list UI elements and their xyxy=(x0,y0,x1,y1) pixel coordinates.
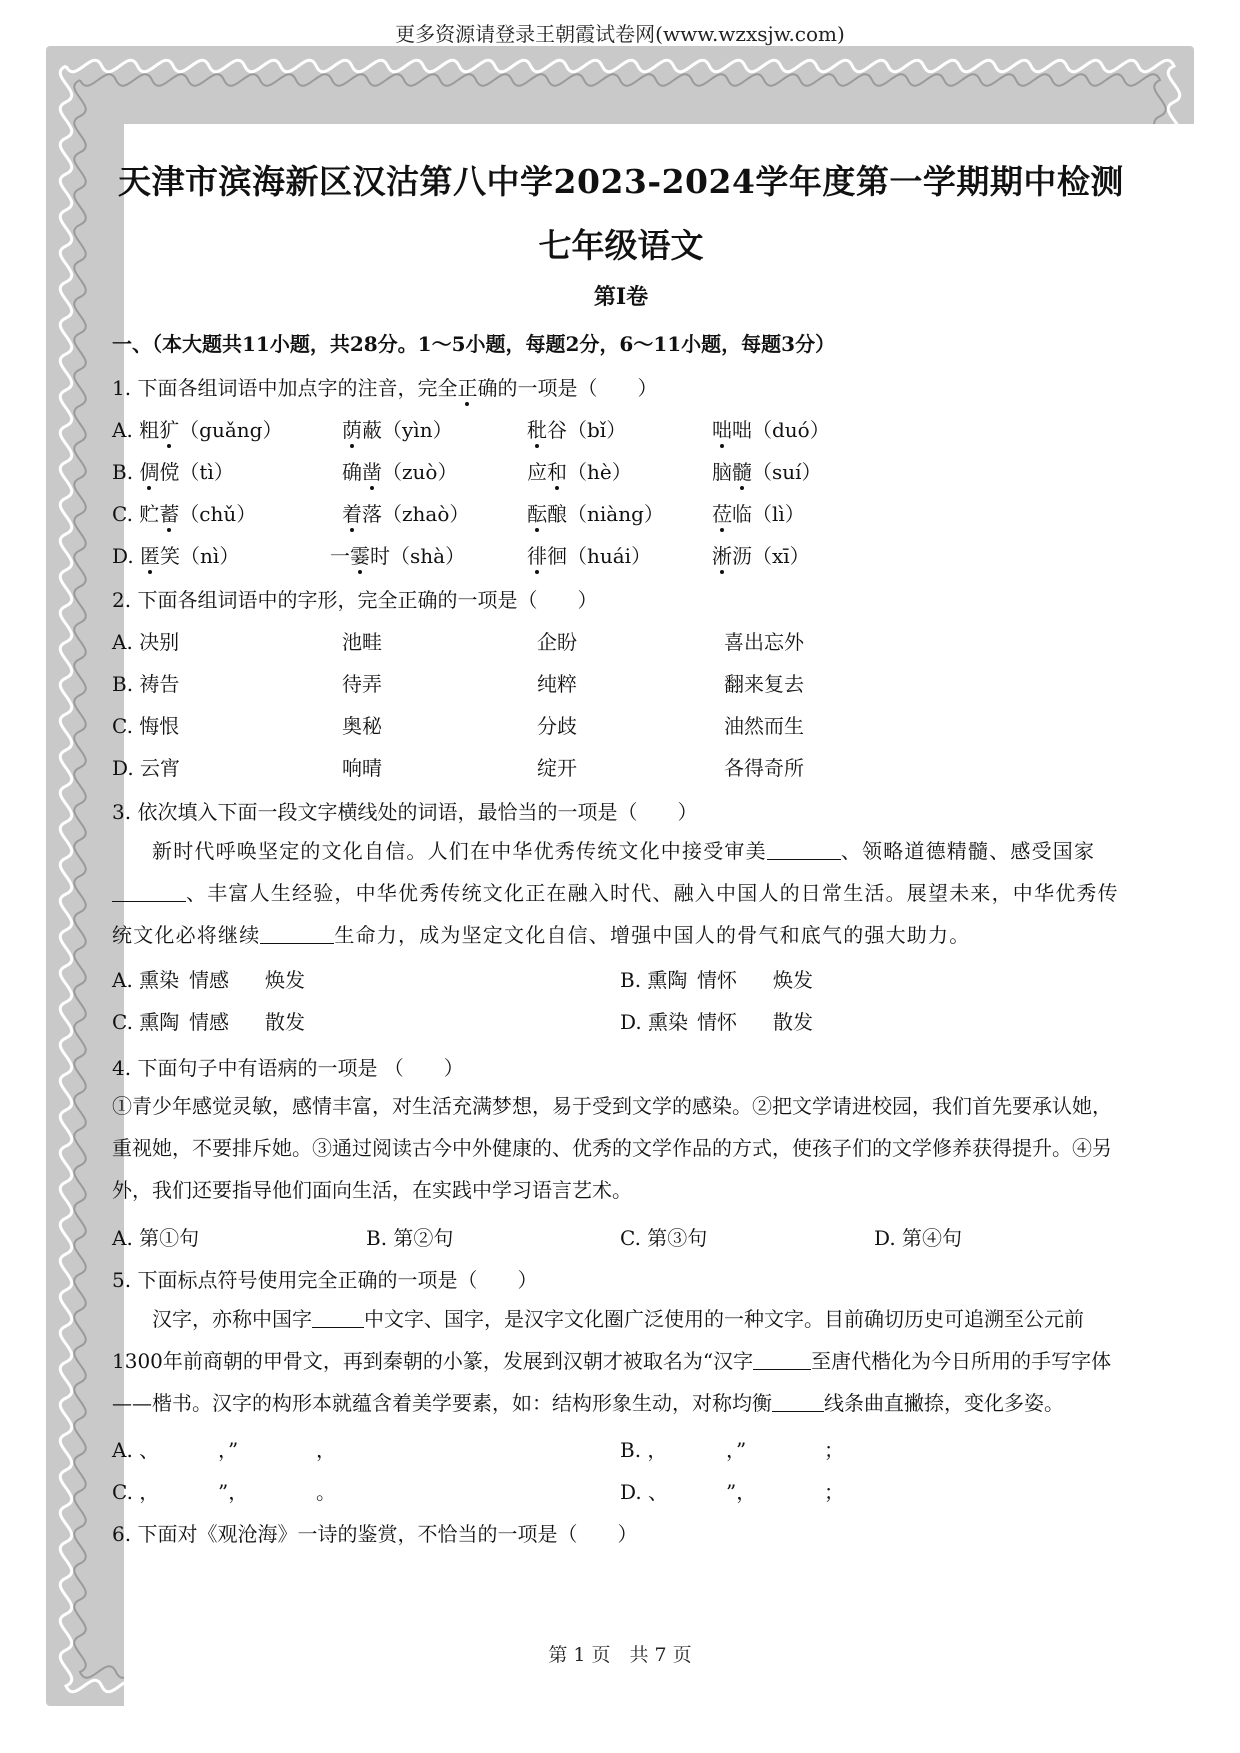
word-option: 喜出忘外 xyxy=(724,630,804,654)
question-3-passage: 新时代呼唤坚定的文化自信。人们在中华优秀传统文化中接受审美 、领略道德精髓、感受国家、丰富人生经验，中华优秀传统文化正在融入时代、融入中国人的日常生活。展望未来，中华优秀传统文化必将继续 生命力，成为坚定文化自信、增强中国人的骨气和底气的强大助力。 xyxy=(112,839,1119,947)
fill-blank xyxy=(312,1307,364,1328)
answer-option: A. 第①句 xyxy=(112,1226,200,1250)
dotted-char: 酝 xyxy=(527,502,547,526)
dotted-char: 犷 xyxy=(159,418,180,442)
answer-option: ； xyxy=(824,1438,844,1462)
answer-option: ”， xyxy=(218,1480,249,1504)
dotted-char: 淅 xyxy=(712,544,732,568)
answer-option: 情怀 xyxy=(697,968,737,992)
answer-option: C. 熏陶 xyxy=(112,1010,180,1034)
answer-option: 。 xyxy=(316,1480,336,1504)
answer-option: A. 熏染 xyxy=(112,968,180,992)
dotted-char: 和 xyxy=(547,460,567,484)
dotted-char: 着 xyxy=(342,502,362,526)
word-option: 分歧 xyxy=(537,714,577,738)
word-option: 各得奇所 xyxy=(724,756,804,780)
fill-blank xyxy=(112,881,186,902)
volume-label: 第I卷 xyxy=(593,284,649,310)
fill-blank xyxy=(767,839,841,860)
answer-option: B. 第②句 xyxy=(366,1226,454,1250)
word-option: 待弄 xyxy=(342,672,382,696)
question-4-stem: 4. 下面句子中有语病的一项是 （ ） xyxy=(112,1056,464,1080)
answer-option: D. 熏染 xyxy=(620,1010,689,1034)
pinyin-option: C. 贮蓄（chǔ） xyxy=(112,502,257,526)
pinyin-option: 着落（zhaò） xyxy=(342,502,470,526)
answer-option: ，” xyxy=(726,1438,747,1462)
word-option: B. 祷告 xyxy=(112,672,180,696)
dotted-char: 荫 xyxy=(342,418,362,442)
dotted-char: 倜 xyxy=(139,460,160,484)
dotted-char: 秕 xyxy=(527,418,547,442)
dotted-char: 髓 xyxy=(732,460,752,484)
question-2-stem: 2. 下面各组词语中的字形，完全正确的一项是（ ） xyxy=(112,588,598,612)
word-option: D. 云宵 xyxy=(112,756,181,780)
answer-option: D. 第④句 xyxy=(874,1226,963,1250)
word-option: 响晴 xyxy=(342,756,382,780)
page-number: 第 1 页 共 7 页 xyxy=(548,1644,692,1666)
word-option: 企盼 xyxy=(537,630,577,654)
dotted-char: 徘 xyxy=(527,544,547,568)
word-option: 翻来复去 xyxy=(724,672,804,696)
pinyin-option: 淅沥（xī） xyxy=(712,544,810,568)
exam-subject: 七年级语文 xyxy=(538,226,704,265)
word-option: 绽开 xyxy=(537,756,577,780)
pinyin-option: 荫蔽（yìn） xyxy=(342,418,453,442)
question-6-stem: 6. 下面对《观沧海》一诗的鉴赏，不恰当的一项是（ ） xyxy=(112,1522,638,1546)
answer-option: 散发 xyxy=(265,1010,305,1034)
exam-title: 天津市滨海新区汉沽第八中学2023-2024学年度第一学期期中检测 xyxy=(118,162,1124,201)
pinyin-option: 秕谷（bǐ） xyxy=(527,418,627,442)
answer-option: 焕发 xyxy=(773,968,813,992)
pinyin-option: 酝酿（niàng） xyxy=(527,502,664,526)
pinyin-option: 莅临（lì） xyxy=(712,502,805,526)
answer-option: B. 熏陶 xyxy=(620,968,688,992)
dotted-char: 匿 xyxy=(140,544,161,568)
answer-option: B. ， xyxy=(620,1438,668,1462)
pinyin-option: A. 粗犷（guǎng） xyxy=(112,418,283,442)
pinyin-option: 徘徊（huái） xyxy=(527,544,652,568)
pinyin-option: 脑髓（suí） xyxy=(712,460,822,484)
word-option: 油然而生 xyxy=(724,714,804,738)
fill-blank xyxy=(260,923,334,944)
question-1-stem: 1. 下面各组词语中加点字的注音，完全正确的一项是（ ） xyxy=(112,376,658,400)
answer-option: ， xyxy=(316,1438,336,1462)
dotted-char: 凿 xyxy=(362,460,382,484)
answer-option: C. 第③句 xyxy=(620,1226,708,1250)
section-heading: 一、（本大题共11小题，共28分。1～5小题，每题2分，6～11小题，每题3分） xyxy=(112,332,836,356)
dotted-char: 正 xyxy=(457,376,478,400)
answer-option: ； xyxy=(824,1480,844,1504)
answer-option: ”， xyxy=(726,1480,757,1504)
answer-option: C. ， xyxy=(112,1480,160,1504)
question-3-stem: 3. 依次填入下面一段文字横线处的词语，最恰当的一项是（ ） xyxy=(112,800,698,824)
fill-blank xyxy=(753,1349,811,1370)
dotted-char: 霎 xyxy=(350,544,370,568)
answer-option: 散发 xyxy=(773,1010,813,1034)
pinyin-option: 确凿（zuò） xyxy=(342,460,458,484)
word-option: 纯粹 xyxy=(537,672,577,696)
question-4-text: ①青少年感觉灵敏，感情丰富，对生活充满梦想，易于受到文学的感染。②把文学请进校园，我们首先要承认她，重视她，不要排斥她。③通过阅读古今中外健康的、优秀的文学作品的方式，使孩子们的文学修养获得提升。④另外，我们还要指导他们面向生活，在实践中学习语言艺术。 xyxy=(112,1094,1112,1202)
pinyin-option: 一霎时（shà） xyxy=(330,544,466,568)
answer-option: D. 、 xyxy=(620,1480,669,1504)
source-banner: 更多资源请登录王朝霞试卷网(www.wzxsjw.com) xyxy=(395,22,845,46)
answer-option: 情感 xyxy=(189,968,229,992)
pinyin-option: 应和（hè） xyxy=(527,460,632,484)
dotted-char: 莅 xyxy=(712,502,732,526)
answer-option: 情感 xyxy=(189,1010,229,1034)
answer-option: A. 、 xyxy=(112,1438,160,1462)
pinyin-option: 咄咄（duó） xyxy=(712,418,830,442)
pinyin-option: B. 倜傥（tì） xyxy=(112,460,234,484)
answer-option: 情怀 xyxy=(697,1010,737,1034)
pinyin-option: D. 匿笑（nì） xyxy=(112,544,240,568)
fill-blank xyxy=(772,1391,824,1412)
word-option: C. 悔恨 xyxy=(112,714,180,738)
question-5-stem: 5. 下面标点符号使用完全正确的一项是（ ） xyxy=(112,1268,538,1292)
word-option: A. 决别 xyxy=(112,630,180,654)
question-5-passage: 汉字，亦称中国字 中文字、国字，是汉字文化圈广泛使用的一种文字。目前确切历史可追溯至公元前1300年前商朝的甲骨文，再到秦朝的小篆，发展到汉朝才被取名为“汉字 至唐代楷化为今日所用的手写字体——楷书。汉字的构形本就蕴含着美学要素，如：结构形象生动，对称均衡 线条曲直撇捺，变化多姿。 xyxy=(112,1307,1112,1415)
answer-option: ，” xyxy=(218,1438,239,1462)
dotted-char: 蓄 xyxy=(159,502,180,526)
word-option: 奥秘 xyxy=(342,714,382,738)
answer-option: 焕发 xyxy=(265,968,305,992)
word-option: 池畦 xyxy=(342,630,382,654)
dotted-char: 咄 xyxy=(712,418,732,442)
